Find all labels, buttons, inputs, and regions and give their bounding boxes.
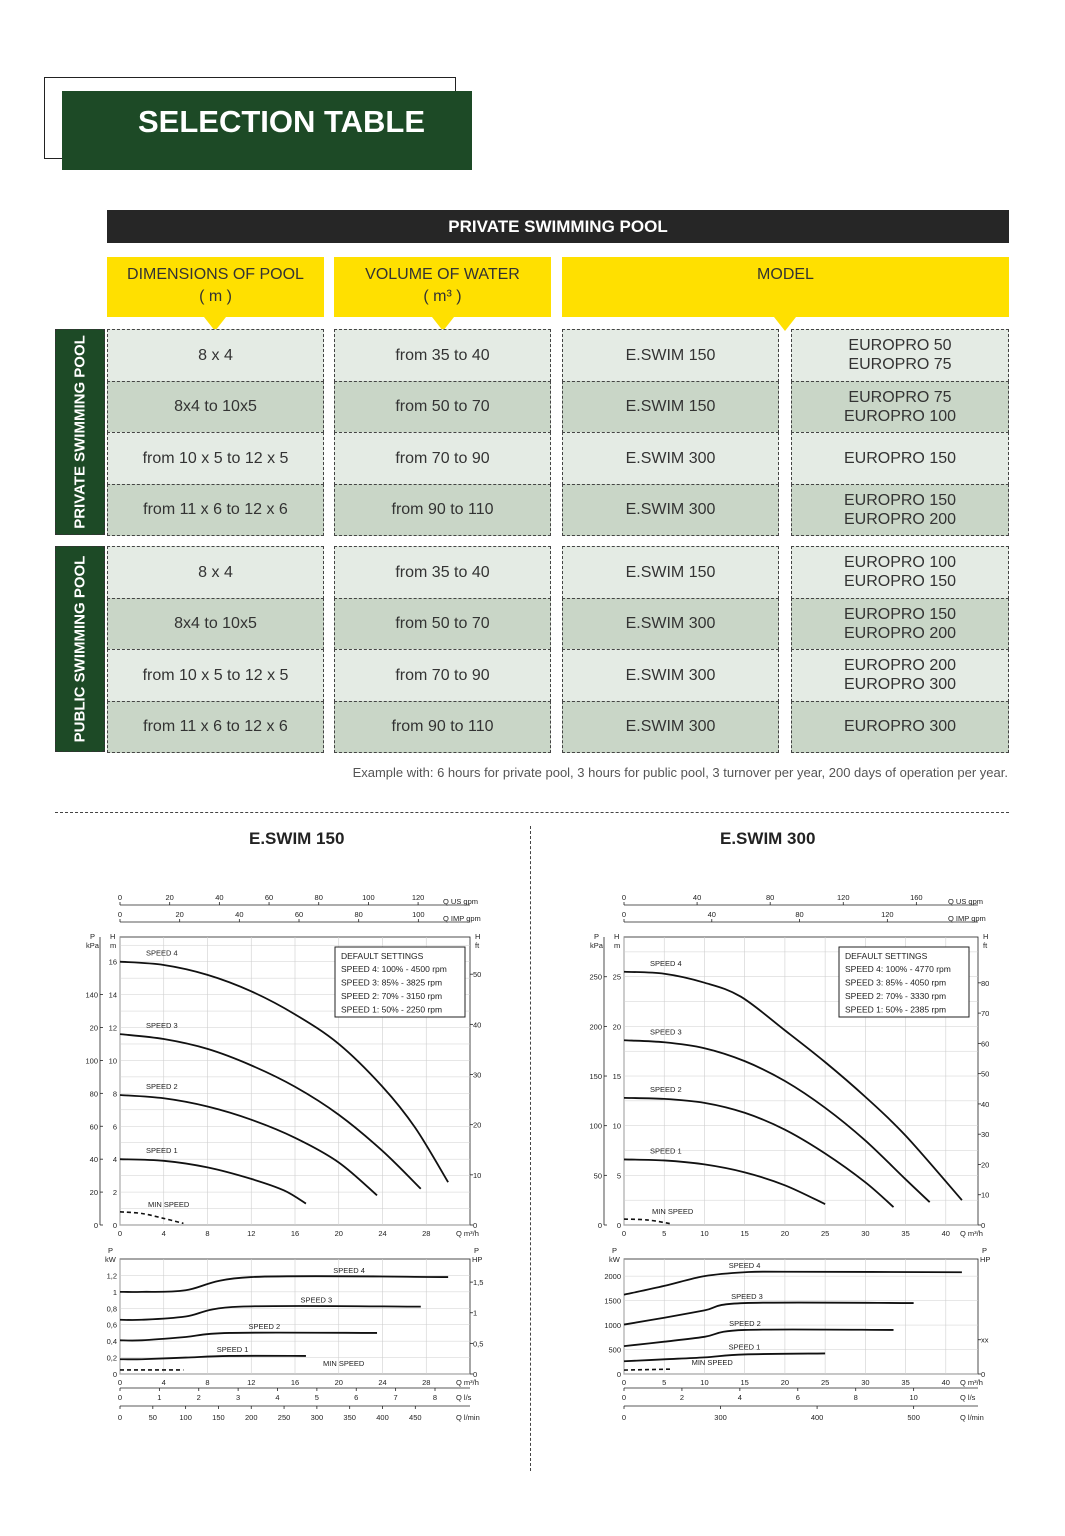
power-y-tick-hp: 0,5	[473, 1339, 484, 1349]
power-y-tick-hp: 0	[473, 1370, 478, 1379]
head-curve-speed-3	[624, 1040, 930, 1202]
power-curve-label: SPEED 2	[248, 1321, 281, 1331]
head-y-tick-kpa: 150	[589, 1072, 602, 1082]
head-x-tick-label: 24	[378, 1229, 387, 1238]
power-curve-speed-3	[120, 1306, 421, 1320]
head-y-tick-m: 10	[108, 1056, 117, 1066]
legend-line: SPEED 2: 70% - 3150 rpm	[341, 991, 443, 1001]
table-cell-europro	[791, 649, 1009, 702]
head-y-tick-m: 16	[108, 957, 117, 967]
ls-label: Q l/s	[960, 1393, 976, 1402]
model-name: EUROPRO 200	[843, 657, 957, 675]
head-curve-label: SPEED 3	[650, 1027, 682, 1037]
power-x-tick-label: 8	[205, 1378, 210, 1387]
table-cell-vol: from 35 to 40	[334, 546, 551, 599]
table-cell-dim: 8 x 4	[107, 329, 324, 382]
head-curve-speed-3	[120, 1034, 421, 1189]
power-label-p: P	[108, 1246, 114, 1255]
top-axis-imp-tick-label: 60	[294, 910, 304, 919]
head-y-tick-kpa: 200	[589, 1022, 602, 1032]
table-cell-eswim: E.SWIM 300	[562, 701, 779, 754]
table-cell-dim: 8x4 to 10x5	[107, 598, 324, 651]
head-x-label: Q m³/h	[456, 1229, 479, 1238]
head-y-tick-m: 2	[112, 1188, 117, 1198]
head-y-tick-kpa: 20	[89, 1188, 98, 1198]
power-x-tick-label: 0	[621, 1378, 627, 1387]
top-axis-us-tick-label: 120	[837, 893, 850, 902]
power-y-tick: 2000	[604, 1272, 621, 1282]
lmin-tick-label: 400	[376, 1413, 389, 1422]
power-y-tick: 0,4	[106, 1337, 117, 1347]
power-curve-label: SPEED 1	[728, 1342, 761, 1352]
top-axis-us-tick-label: 100	[362, 893, 375, 902]
head-y-tick-kpa: 0	[597, 1221, 602, 1230]
head-y-tick-m: 20	[612, 1022, 621, 1032]
power-curve-min-speed	[624, 1369, 672, 1370]
ls-tick-label: 2	[196, 1393, 201, 1402]
hp-label-p: P	[474, 1246, 480, 1255]
top-axis-imp-tick-label: 40	[235, 910, 244, 919]
power-curve-label: SPEED 2	[729, 1318, 761, 1328]
power-label-unit: kW	[105, 1255, 116, 1264]
lmin-tick-label: 0	[621, 1413, 627, 1422]
head-x-tick-label: 16	[290, 1229, 300, 1238]
kpa-label-unit: kPa	[86, 941, 99, 950]
power-x-tick-label: 16	[290, 1378, 300, 1387]
lmin-tick-label: 250	[277, 1413, 291, 1422]
power-curve-label: SPEED 4	[333, 1266, 365, 1276]
table-cell-europro	[791, 484, 1009, 537]
head-y-tick-ft: 50	[473, 970, 482, 980]
power-y-tick: 0,2	[106, 1353, 117, 1363]
lmin-tick-label: 0	[117, 1413, 123, 1422]
table-cell-eswim: E.SWIM 150	[562, 381, 779, 434]
ls-tick-label: 6	[354, 1393, 359, 1402]
legend-line: SPEED 1: 50% - 2385 rpm	[845, 1004, 947, 1015]
head-y-tick-kpa: 0	[93, 1221, 98, 1230]
head-y-tick-m: 0	[112, 1221, 117, 1230]
head-y-tick-ft: 30	[981, 1130, 990, 1140]
head-x-tick-label: 30	[861, 1229, 870, 1238]
section-divider	[55, 812, 1009, 813]
lmin-label: Q l/min	[456, 1413, 480, 1422]
head-y-tick-ft: 40	[981, 1099, 990, 1109]
top-axis-us-tick-label: 160	[910, 893, 923, 902]
head-x-tick-label: 12	[247, 1229, 256, 1238]
head-x-tick-label: 8	[205, 1229, 210, 1238]
legend-line: SPEED 3: 85% - 4050 rpm	[845, 977, 947, 988]
model-name: EUROPRO 150	[843, 449, 957, 467]
table-cell-eswim: E.SWIM 150	[562, 546, 779, 599]
top-axis-imp-tick-label: 80	[354, 910, 363, 919]
head-curve-min-speed	[624, 1219, 672, 1224]
table-band: PRIVATE SWIMMING POOL	[107, 210, 1009, 243]
legend-line: SPEED 3: 85% - 3825 rpm	[341, 977, 443, 988]
head-y-tick-ft: 80	[981, 978, 990, 988]
column-header-unit: ( m³ )	[423, 288, 462, 305]
table-cell-europro	[791, 546, 1009, 599]
power-x-tick-label: 25	[820, 1378, 830, 1387]
table-cell-dim: 8x4 to 10x5	[107, 381, 324, 434]
table-cell-europro	[791, 381, 1009, 434]
power-y-tick-hp: 1	[473, 1308, 478, 1318]
column-header-volume	[334, 257, 551, 317]
table-cell-dim: from 11 x 6 to 12 x 6	[107, 701, 324, 754]
head-y-tick-m: 8	[112, 1089, 117, 1099]
head-y-tick-ft: 30	[473, 1070, 482, 1080]
table-cell-europro	[791, 329, 1009, 382]
head-x-tick-label: 25	[820, 1229, 830, 1238]
power-y-tick: 1	[112, 1287, 117, 1297]
chart-title-eswim300: E.SWIM 300	[720, 829, 816, 848]
lmin-tick-label: 100	[179, 1413, 192, 1422]
top-axis-imp-tick-label: 0	[621, 910, 627, 919]
table-cell-vol: from 90 to 110	[334, 701, 551, 754]
head-y-tick-kpa: 80	[89, 1089, 98, 1099]
ls-tick-label: 8	[853, 1393, 858, 1402]
power-x-tick-label: 20	[334, 1378, 343, 1387]
head-x-tick-label: 28	[422, 1229, 431, 1238]
head-y-tick-kpa: 140	[85, 990, 98, 1000]
legend-line: SPEED 4: 100% - 4500 rpm	[341, 964, 447, 974]
top-axis-imp-tick-label: 100	[412, 910, 425, 919]
head-y-tick-ft: 60	[981, 1039, 990, 1049]
ft-label-unit: ft	[983, 941, 988, 950]
top-axis-imp-tick-label: 0	[117, 910, 123, 919]
table-cell-eswim: E.SWIM 300	[562, 598, 779, 651]
column-header-line: DIMENSIONS OF POOL	[127, 266, 304, 283]
lmin-tick-label: 50	[148, 1413, 157, 1422]
power-y-tick: 500	[608, 1345, 621, 1355]
table-cell-vol: from 90 to 110	[334, 484, 551, 537]
head-y-tick-kpa: 40	[89, 1155, 98, 1165]
column-header-model	[562, 257, 1009, 317]
lmin-tick-label: 400	[810, 1413, 824, 1422]
head-y-tick-ft: 10	[981, 1190, 990, 1200]
model-name: EUROPRO 300	[843, 718, 957, 736]
table-cell-vol: from 50 to 70	[334, 381, 551, 434]
table-cell-eswim: E.SWIM 300	[562, 432, 779, 485]
head-x-tick-label: 35	[901, 1229, 910, 1238]
top-axis-imp-tick-label: 40	[707, 910, 716, 919]
ls-tick-label: 2	[679, 1393, 685, 1402]
head-curve-label: SPEED 1	[650, 1146, 682, 1156]
head-x-tick-label: 0	[621, 1229, 627, 1238]
head-y-tick-m: 12	[108, 1023, 117, 1033]
head-curve-speed-1	[120, 1159, 306, 1203]
head-x-tick-label: 15	[740, 1229, 749, 1238]
ls-tick-label: 3	[236, 1393, 241, 1402]
table-cell-eswim: E.SWIM 300	[562, 649, 779, 702]
head-y-tick-m: 14	[108, 990, 117, 1000]
power-y-tick-hp: 0	[981, 1370, 986, 1379]
model-name: EUROPRO 100	[843, 407, 957, 425]
top-axis-imp-label: Q IMP gpm	[443, 914, 481, 923]
lmin-tick-label: 350	[343, 1413, 356, 1422]
head-y-tick-ft: 40	[473, 1020, 482, 1030]
model-name: EUROPRO 150	[843, 605, 957, 623]
column-header-unit: ( m )	[199, 288, 232, 305]
ls-tick-label: 4	[275, 1393, 280, 1402]
head-y-tick-m: 5	[616, 1171, 621, 1181]
table-cell-europro	[791, 701, 1009, 754]
power-x-tick-label: 12	[247, 1378, 256, 1387]
ls-tick-label: 6	[795, 1393, 800, 1402]
head-x-tick-label: 10	[700, 1229, 709, 1238]
chart-eswim150	[0, 880, 530, 1480]
top-axis-imp-tick-label: 20	[175, 910, 184, 919]
table-cell-dim: from 10 x 5 to 12 x 5	[107, 649, 324, 702]
m-label-h: H	[614, 932, 620, 941]
group-label-text: PUBLIC SWIMMING POOL	[71, 555, 89, 743]
model-name: EUROPRO 150	[843, 491, 957, 509]
group-label-private	[55, 329, 105, 535]
head-x-tick-label: 40	[941, 1229, 950, 1238]
m-label-unit: m	[110, 941, 117, 950]
power-y-tick: 1000	[604, 1321, 621, 1331]
top-axis-us-tick-label: 60	[264, 893, 274, 902]
table-cell-vol: from 50 to 70	[334, 598, 551, 651]
ft-label-h: H	[475, 932, 481, 941]
top-axis-imp-tick-label: 80	[795, 910, 804, 919]
ls-tick-label: 8	[432, 1393, 438, 1402]
head-y-tick-kpa: 100	[85, 1056, 98, 1066]
power-x-tick-label: 35	[901, 1378, 910, 1387]
column-header-dimensions	[107, 257, 324, 317]
model-name: EUROPRO 200	[843, 510, 957, 528]
head-curve-label: MIN SPEED	[148, 1199, 190, 1209]
head-curve-label: SPEED 2	[650, 1084, 682, 1094]
ls-tick-label: 1	[157, 1393, 162, 1402]
head-y-tick-ft: 20	[473, 1120, 482, 1130]
head-curve-speed-1	[624, 1159, 825, 1204]
ft-label-unit: ft	[475, 941, 480, 950]
top-axis-us-tick-label: 80	[314, 893, 323, 902]
head-y-tick-kpa: 20	[89, 1023, 98, 1033]
head-x-label: Q m³/h	[960, 1229, 983, 1238]
table-cell-dim: from 10 x 5 to 12 x 5	[107, 432, 324, 485]
top-axis-us-label: Q US gpm	[443, 897, 479, 906]
head-y-tick-m: 6	[112, 1122, 117, 1132]
chart-title-eswim150: E.SWIM 150	[249, 829, 345, 848]
table-cell-vol: from 70 to 90	[334, 432, 551, 485]
ls-label: Q l/s	[456, 1393, 472, 1402]
head-y-tick-kpa: 60	[89, 1122, 98, 1132]
model-name: EUROPRO 50	[848, 337, 952, 355]
group-label-public	[55, 546, 105, 752]
power-curve-label: SPEED 3	[300, 1295, 333, 1305]
power-label-p: P	[612, 1246, 618, 1255]
table-cell-vol: from 35 to 40	[334, 329, 551, 382]
head-x-tick-label: 0	[117, 1229, 123, 1238]
ls-tick-label: 7	[393, 1393, 398, 1402]
head-y-tick-m: 25	[612, 972, 621, 982]
top-axis-us-tick-label: 120	[411, 893, 425, 902]
head-curve-label: SPEED 1	[146, 1146, 178, 1156]
hp-label-unit: HP	[472, 1255, 483, 1264]
ft-label-h: H	[983, 932, 989, 941]
lmin-tick-label: 200	[244, 1413, 258, 1422]
head-y-tick-m: 4	[112, 1155, 117, 1165]
top-axis-us-label: Q US gpm	[948, 897, 984, 906]
head-x-tick-label: 20	[780, 1229, 790, 1238]
power-x-tick-label: 0	[117, 1378, 123, 1387]
head-y-tick-ft: 10	[473, 1170, 482, 1180]
power-curve-speed-4	[120, 1276, 448, 1292]
power-curve-label: SPEED 1	[216, 1344, 249, 1354]
column-header-line: MODEL	[757, 266, 814, 283]
lmin-tick-label: 450	[409, 1413, 422, 1422]
group-label-text: PRIVATE SWIMMING POOL	[71, 335, 89, 529]
power-curve-speed-4	[624, 1272, 962, 1295]
power-x-label: Q m³/h	[960, 1378, 983, 1387]
power-y-tick: 0,6	[106, 1320, 117, 1330]
table-cell-dim: 8 x 4	[107, 546, 324, 599]
power-x-tick-label: 20	[780, 1378, 790, 1387]
top-axis-us-tick-label: 80	[766, 893, 775, 902]
head-y-tick-ft: 70	[981, 1009, 990, 1019]
legend-line: SPEED 4: 100% - 4770 rpm	[845, 964, 951, 974]
power-y-tick-hp: xx	[981, 1335, 989, 1345]
power-y-tick: 0	[616, 1370, 621, 1379]
table-note: Example with: 6 hours for private pool, 3 hours for public pool, 3 turnover per year, 200 days of operation per year.	[352, 765, 1008, 780]
power-y-tick: 0	[112, 1370, 117, 1379]
head-y-tick-kpa: 100	[589, 1121, 602, 1131]
head-curve-label: SPEED 4	[650, 958, 682, 968]
legend-title: DEFAULT SETTINGS	[845, 951, 928, 961]
lmin-tick-label: 300	[310, 1413, 324, 1422]
head-y-tick-m: 15	[612, 1072, 621, 1082]
table-cell-europro	[791, 598, 1009, 651]
kpa-label-p: P	[90, 932, 96, 941]
lmin-tick-label: 150	[212, 1413, 225, 1422]
power-y-tick: 1500	[604, 1296, 621, 1306]
head-y-tick-kpa: 50	[593, 1171, 602, 1181]
head-y-tick-ft: 50	[981, 1069, 990, 1079]
kpa-label-unit: kPa	[590, 941, 603, 950]
power-curve-label: SPEED 3	[731, 1292, 763, 1302]
power-label-unit: kW	[609, 1255, 620, 1264]
power-x-tick-label: 30	[861, 1378, 870, 1387]
top-axis-us-tick-label: 0	[117, 893, 123, 902]
power-x-tick-label: 15	[740, 1378, 749, 1387]
lmin-tick-label: 500	[907, 1413, 920, 1422]
kpa-label-p: P	[594, 932, 600, 941]
model-name: EUROPRO 100	[843, 554, 957, 572]
legend-line: SPEED 2: 70% - 3330 rpm	[845, 991, 947, 1001]
power-y-tick: 1,2	[106, 1271, 117, 1281]
model-name: EUROPRO 300	[843, 676, 957, 694]
hp-label-p: P	[982, 1246, 988, 1255]
m-label-h: H	[110, 932, 116, 941]
power-x-tick-label: 24	[378, 1378, 387, 1387]
power-x-tick-label: 10	[700, 1378, 709, 1387]
model-name: EUROPRO 150	[843, 573, 957, 591]
power-x-tick-label: 5	[662, 1378, 667, 1387]
top-axis-us-tick-label: 0	[621, 893, 627, 902]
ls-tick-label: 0	[117, 1393, 123, 1402]
top-axis-imp-label: Q IMP gpm	[948, 914, 986, 923]
head-x-tick-label: 20	[334, 1229, 343, 1238]
legend-title: DEFAULT SETTINGS	[341, 951, 424, 961]
table-cell-dim: from 11 x 6 to 12 x 6	[107, 484, 324, 537]
table-cell-eswim: E.SWIM 150	[562, 329, 779, 382]
table-cell-vol: from 70 to 90	[334, 649, 551, 702]
top-axis-us-tick-label: 40	[692, 893, 702, 902]
head-curve-label: SPEED 3	[146, 1021, 178, 1031]
head-curve-label: SPEED 4	[146, 948, 178, 958]
chart-eswim300	[530, 880, 1065, 1480]
power-curve-label: SPEED 4	[728, 1261, 761, 1271]
power-curve-label: MIN SPEED	[691, 1358, 733, 1368]
power-x-tick-label: 40	[941, 1378, 950, 1387]
hp-label-unit: HP	[980, 1255, 991, 1264]
lmin-tick-label: 300	[714, 1413, 727, 1422]
top-axis-us-tick-label: 40	[215, 893, 224, 902]
head-curve-label: MIN SPEED	[652, 1207, 694, 1217]
head-y-tick-kpa: 250	[589, 972, 602, 982]
power-x-tick-label: 4	[161, 1378, 166, 1387]
head-y-tick-m: 10	[612, 1121, 621, 1131]
m-label-unit: m	[614, 941, 621, 950]
model-name: EUROPRO 75	[848, 356, 952, 374]
head-curve-label: SPEED 2	[146, 1081, 178, 1091]
head-x-tick-label: 4	[161, 1229, 166, 1238]
page-title: SELECTION TABLE	[138, 104, 426, 139]
head-y-tick-ft: 20	[981, 1160, 990, 1170]
power-y-tick: 0,8	[106, 1304, 117, 1314]
power-y-tick-hp: 1,5	[473, 1278, 484, 1288]
table-cell-eswim: E.SWIM 300	[562, 484, 779, 537]
table-cell-europro	[791, 432, 1009, 485]
head-curve-min-speed	[120, 1212, 183, 1224]
ls-tick-label: 0	[621, 1393, 627, 1402]
power-x-label: Q m³/h	[456, 1378, 479, 1387]
model-name: EUROPRO 200	[843, 624, 957, 642]
head-y-tick-m: 0	[616, 1221, 621, 1230]
head-y-tick-ft: 0	[981, 1221, 986, 1230]
ls-tick-label: 4	[737, 1393, 742, 1402]
power-curve-label: MIN SPEED	[323, 1358, 365, 1368]
top-axis-imp-tick-label: 120	[881, 910, 894, 919]
column-header-line: VOLUME OF WATER	[365, 266, 520, 283]
lmin-label: Q l/min	[960, 1413, 984, 1422]
ls-tick-label: 10	[909, 1393, 918, 1402]
ls-tick-label: 5	[314, 1393, 319, 1402]
head-x-tick-label: 5	[662, 1229, 667, 1238]
top-axis-us-tick-label: 20	[165, 893, 174, 902]
power-curve-speed-3	[624, 1302, 914, 1324]
legend-line: SPEED 1: 50% - 2250 rpm	[341, 1004, 443, 1015]
head-y-tick-ft: 0	[473, 1221, 478, 1230]
model-name: EUROPRO 75	[848, 388, 952, 406]
power-x-tick-label: 28	[422, 1378, 431, 1387]
